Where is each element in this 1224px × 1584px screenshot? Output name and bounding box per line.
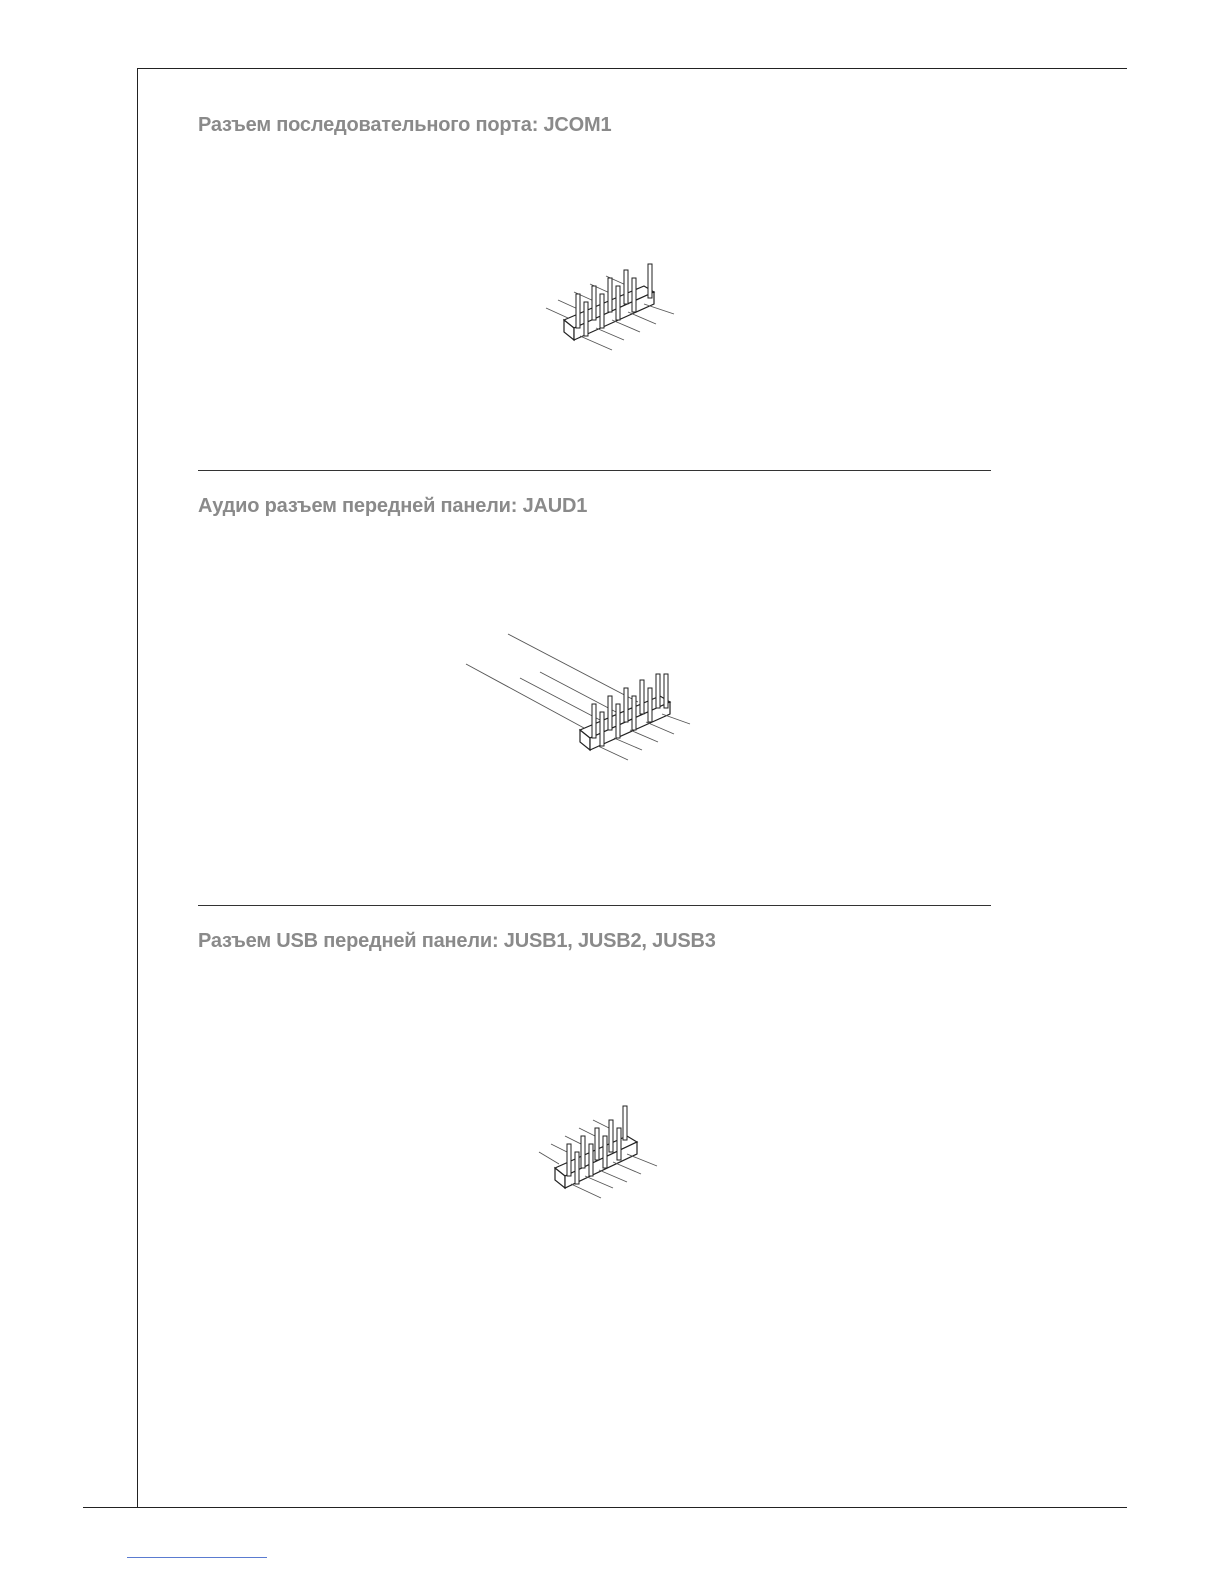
jcom1-section-title: Разъем последовательного порта: JCOM1 [198,114,612,136]
page-frame-bottom [83,1507,1127,1508]
jaud1-connector-diagram [462,630,702,770]
page-frame-left [137,68,138,1508]
pin-header-icon [462,630,702,770]
pin-header-icon [535,1104,675,1204]
jcom1-connector-diagram [540,262,690,362]
jusb-connector-diagram [535,1104,675,1204]
section-divider-2 [198,905,991,906]
jaud1-section-title: Аудио разъем передней панели: JAUD1 [198,495,588,517]
pin-header-icon [540,262,690,362]
jusb-section-title: Разъем USB передней панели: JUSB1, JUSB2, JUSB3 [198,930,716,952]
page-frame-top [137,68,1127,69]
footer-link-underline[interactable] [127,1557,267,1558]
section-divider-1 [198,470,991,471]
